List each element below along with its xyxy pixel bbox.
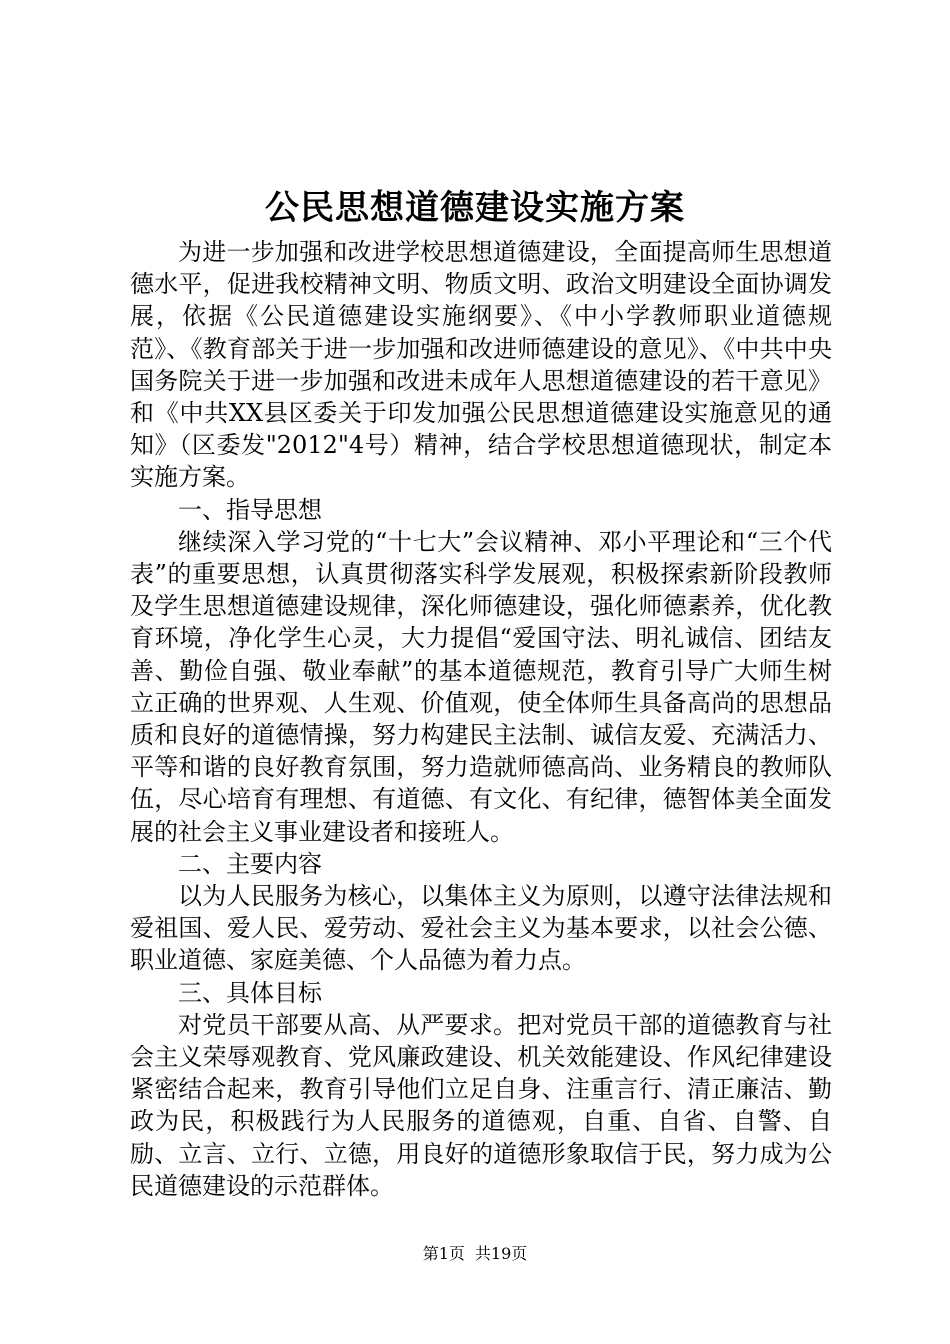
paragraph-main-content: 以为人民服务为核心，以集体主义为原则，以遵守法律法规和爱祖国、爱人民、爱劳动、爱社会主义为基本要求，以社会公德、职业道德、家庭美德、个人品德为着力点。 <box>130 882 832 975</box>
section-heading-specific-goals: 三、具体目标 <box>178 978 322 1007</box>
page-total: 共19页 <box>474 1244 528 1263</box>
document-body <box>130 236 832 1202</box>
page-footer <box>0 1243 950 1265</box>
paragraph-guiding-ideology: 继续深入学习党的“十七大”会议精神、邓小平理论和“三个代表”的重要思想，认真贯彻落实科学发展观，积极探索新阶段教师及学生思想道德建设规律，深化师德建设，强化师德素养，优化教育环境，净化学生心灵，大力提倡“爱国守法、明礼诚信、团结友善、勤俭自强、敬业奉献”的基本道德规范，教育引导广大师生树立正确的世界观、人生观、价值观，使全体师生具备高尚的思想品质和良好的道德情操，努力构建民主法制、诚信友爱、充满活力、平等和谐的良好教育氛围，努力造就师德高尚、业务精良的教师队伍，尽心培育有理想、有道德、有文化、有纪律，德智体美全面发展的社会主义事业建设者和接班人。 <box>130 527 832 846</box>
paragraph-intro: 为进一步加强和改进学校思想道德建设，全面提高师生思想道德水平，促进我校精神文明、物质文明、政治文明建设全面协调发展，依据《公民道德建设实施纲要》、《中小学教师职业道德规范》、《教育部关于进一步加强和改进师德建设的意见》、《中共中央国务院关于进一步加强和改进未成年人思想道德建设的若干意见》和《中共XX县区委关于印发加强公民思想道德建设实施意见的通知》（区委发"2012"4号）精神，结合学校思想道德现状，制定本实施方案。 <box>130 238 832 492</box>
section-heading-main-content: 二、主要内容 <box>178 849 322 878</box>
document-title: 公民思想道德建设实施方案 <box>265 188 685 228</box>
page-number: 第1页 <box>422 1244 465 1263</box>
paragraph-specific-goals: 对党员干部要从高、从严要求。把对党员干部的道德教育与社会主义荣辱观教育、党风廉政建设、机关效能建设、作风纪律建设紧密结合起来，教育引导他们立足自身、注重言行、清正廉洁、勤政为民，积极践行为人民服务的道德观，自重、自省、自警、自励、立言、立行、立德，用良好的道德形象取信于民，努力成为公民道德建设的示范群体。 <box>130 1010 832 1200</box>
section-heading-guiding-ideology: 一、指导思想 <box>178 495 322 524</box>
